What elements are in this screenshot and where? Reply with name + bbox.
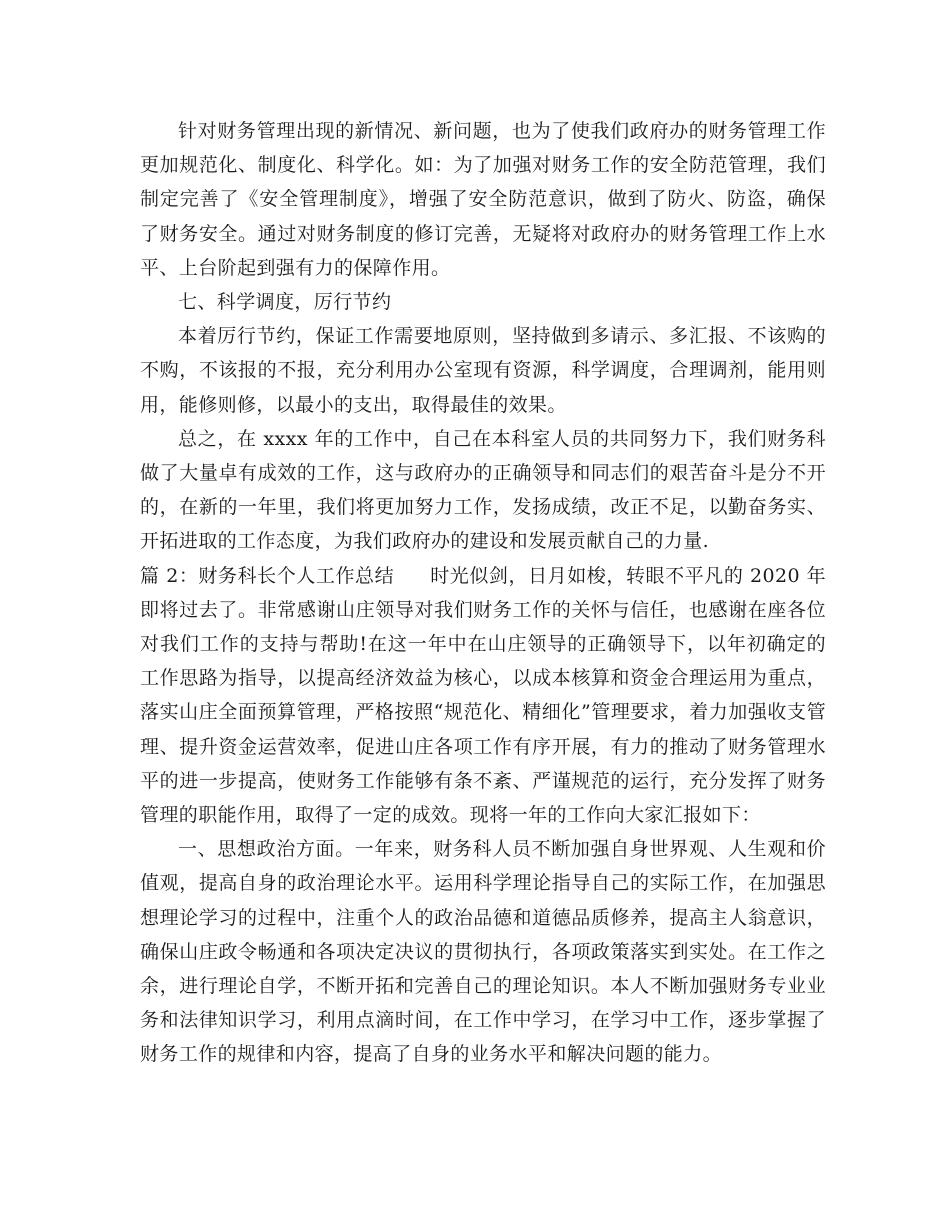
heading-seven: 七、科学调度，厉行节约 xyxy=(178,291,392,314)
paragraph-finance-regulation: 针对财务管理出现的新情况、新问题，也为了使我们政府办的财务管理工作更加规范化、制度化、科学化。如：为了加强对财务工作的安全防范管理，我们制定完善了《安全管理制度》，增强了安全防范意识，做到了防火、防盗，确保了财务安全。通过对财务制度的修订完善，无疑将对政府办的财务管理工作上水平、上台阶起到强有力的保障作用。 xyxy=(140,120,826,279)
document-page xyxy=(140,114,826,1072)
section-intro: 时光似剑，日月如梭，转眼不平凡的 2020 年即将过去了。非常感谢山庄领导对我们财务工作的关怀与信任，也感谢在座各位对我们工作的支持与帮助!在这一年中在山庄领导的正确领导下，以年初确定的工作思路为指导，以提高经济效益为核心，以成本核算和资金合理运用为重点，落实山庄全面预算管理，严格按照“规范化、精细化”管理要求，着力加强收支管理、提升资金运营效率，促进山庄各项工作有序开展，有力的推动了财务管理水平的进一步提高，使财务工作能够有条不紊、严谨规范的运行，充分发挥了财务管理的职能作用，取得了一定的成效。现将一年的工作向大家汇报如下： xyxy=(140,564,827,827)
paragraph-political-thought: 一、思想政治方面。一年来，财务科人员不断加强自身世界观、人生观和价值观，提高自身的政治理论水平。运用科学理论指导自己的实际工作，在加强思想理论学习的过程中，注重个人的政治品德和道德品质修养，提高主人翁意识，确保山庄政令畅通和各项决定决议的贯彻执行，各项政策落实到实处。在工作之余，进行理论自学，不断开拓和完善自己的理论知识。本人不断加强财务专业业务和法律知识学习，利用点滴时间，在工作中学习，在学习中工作，逐步掌握了财务工作的规律和内容，提高了自身的业务水平和解决问题的能力。 xyxy=(140,838,826,1066)
section-part-two xyxy=(140,559,826,833)
paragraph-thrift: 本着厉行节约，保证工作需要地原则，坚持做到多请示、多汇报、不该购的不购，不该报的不报，充分利用办公室现有资源，科学调度，合理调剂，能用则用，能修则修，以最小的支出，取得最佳的效果。 xyxy=(140,325,826,416)
section-title: 篇 2：财务科长个人工作总结 xyxy=(140,564,395,587)
paragraph-summary: 总之，在 xxxx 年的工作中，自己在本科室人员的共同努力下，我们财务科做了大量卓有成效的工作，这与政府办的正确领导和同志们的艰苦奋斗是分不开的，在新的一年里，我们将更加努力工作，发扬成绩，改正不足，以勤奋务实、开拓进取的工作态度，为我们政府办的建设和发展贡献自己的力量. xyxy=(140,427,826,553)
